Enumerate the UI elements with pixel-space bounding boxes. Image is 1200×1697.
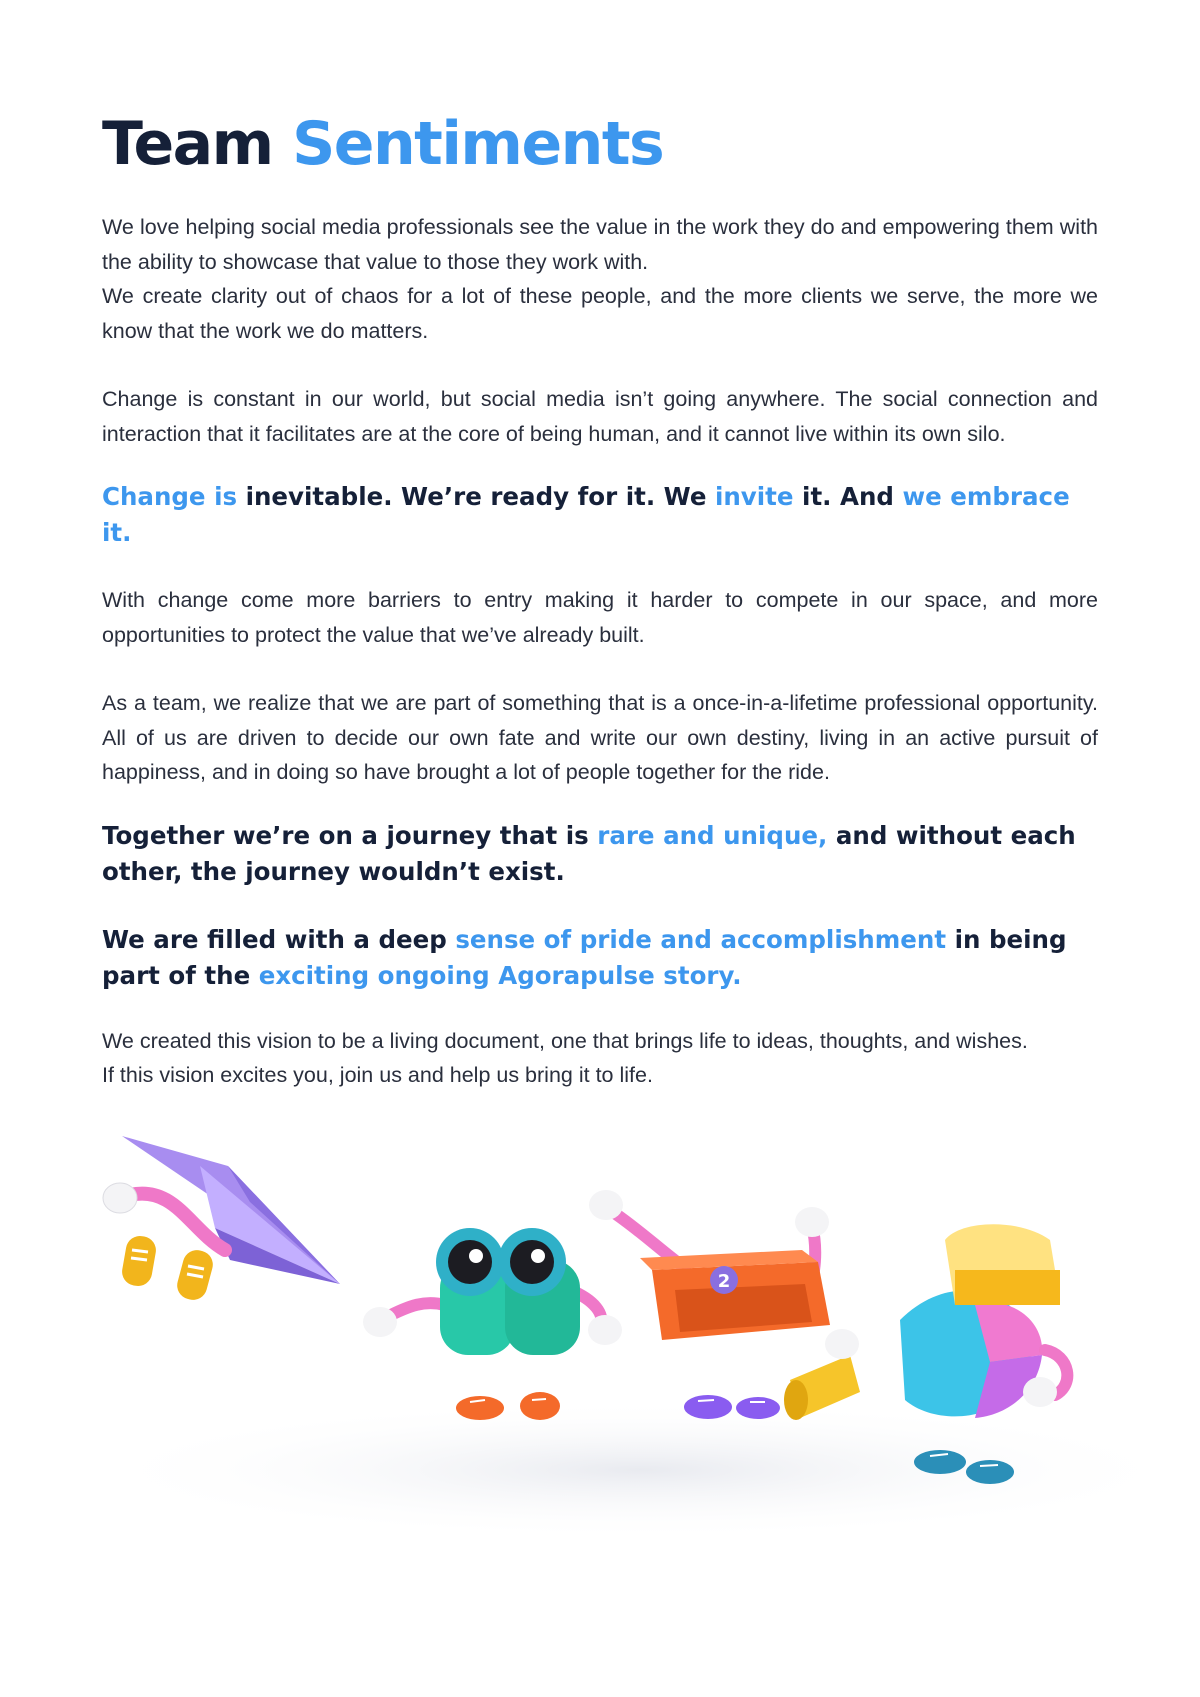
lead1-part3: invite bbox=[714, 482, 794, 511]
mascot-illustration bbox=[0, 1100, 1200, 1697]
title-part-sentiments: Sentiments bbox=[292, 109, 664, 179]
lead3-part2: sense of pride and accomplishment bbox=[455, 924, 947, 954]
paragraph-intro-line1: We love helping social media professionals see the value in the work they do and empowering them with the ability to showcase that value to those they work with. bbox=[102, 215, 1098, 274]
title-part-team: Team bbox=[102, 109, 273, 179]
paragraph-intro bbox=[102, 210, 1098, 348]
lead3-part1: We are filled with a deep bbox=[102, 924, 456, 954]
lead1-part1: Change is bbox=[102, 482, 238, 511]
lead2-part3: and without each other, the journey wouldn’t exist. bbox=[102, 820, 1076, 886]
lead-pride bbox=[102, 922, 1098, 994]
paragraph-barriers: With change come more barriers to entry making it harder to compete in our space, and more opportunities to protect the value that we’ve already built. bbox=[102, 588, 1098, 647]
paragraph-intro-line2: We create clarity out of chaos for a lot of these people, and the more clients we serve, the more we know that the work we do matters. bbox=[102, 284, 1098, 343]
lead1-part2: inevitable. We’re ready for it. We bbox=[237, 482, 715, 511]
lead3-part3: in being part of the bbox=[102, 924, 1067, 990]
paragraph-change-constant: Change is constant in our world, but social media isn’t going anywhere. The social connection and interaction that it facilitates are at the core of being human, and it cannot live within its own silo. bbox=[102, 387, 1098, 446]
inbox-badge-number: 2 bbox=[717, 1271, 731, 1292]
lead2-part2: rare and unique, bbox=[597, 820, 828, 850]
lead-change-inevitable bbox=[102, 479, 1098, 551]
lead1-part4: it. And bbox=[793, 482, 903, 511]
paper-plane-mascot bbox=[103, 1136, 340, 1303]
paragraph-living-line2: If this vision excites you, join us and help us bring it to life. bbox=[102, 1063, 653, 1087]
lead1-part5: we embrace it. bbox=[102, 482, 1070, 547]
binoculars-mascot bbox=[363, 1228, 622, 1420]
ground-shadow bbox=[80, 1400, 1200, 1540]
page-content bbox=[102, 108, 1098, 1093]
paragraph-living-document bbox=[102, 1024, 1098, 1093]
page-title bbox=[102, 108, 1098, 180]
paragraph-team: As a team, we realize that we are part of something that is a once-in-a-lifetime professional opportunity. All of us are driven to decide our own fate and write our own destiny, living in an active pursuit of happiness, and in doing so have brought a lot of people together for the ride. bbox=[102, 691, 1098, 784]
lead3-part4: exciting ongoing Agorapulse story. bbox=[258, 960, 742, 990]
lead-journey bbox=[102, 818, 1098, 890]
paragraph-living-line1: We created this vision to be a living document, one that brings life to ideas, thoughts, and wishes. bbox=[102, 1028, 1028, 1053]
lead2-part1: Together we’re on a journey that is bbox=[102, 820, 598, 850]
